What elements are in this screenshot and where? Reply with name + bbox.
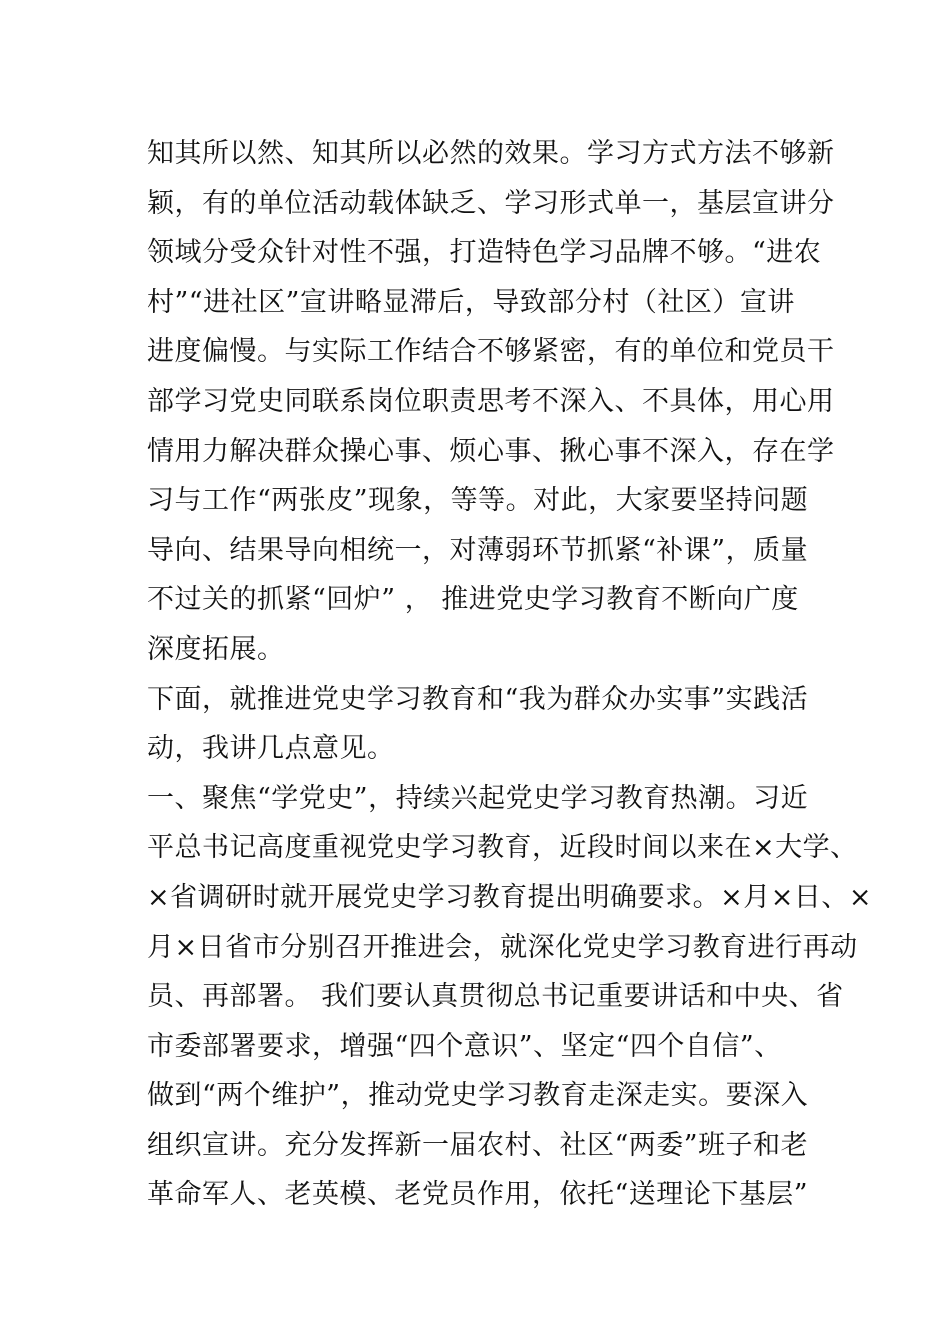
text-line-17: 月×日省市分别召开推进会，就深化党史学习教育进行再动 [147,931,858,963]
text-line-21: 组织宣讲。充分发挥新一届农村、社区“两委”班子和老 [147,1129,809,1161]
text-line-14: 一、聚焦“学党史”，持续兴起党史学习教育热潮。习近 [147,782,809,814]
text-line-8: 习与工作“两张皮”现象，等等。对此，大家要坚持问题 [147,485,809,517]
text-line-3: 领域分受众针对性不强，打造特色学习品牌不够。“进农 [147,237,822,269]
text-line-19: 市委部署要求，增强“四个意识”、坚定“四个自信”、 [147,1030,782,1062]
text-line-2: 颖，有的单位活动载体缺乏、学习形式单一，基层宣讲分 [147,187,835,219]
text-line-6: 部学习党史同联系岗位职责思考不深入、不具体，用心用 [147,385,835,417]
text-line-10: 不过关的抓紧“回炉” ， 推进党史学习教育不断向广度 [147,584,799,616]
text-line-13: 动，我讲几点意见。 [147,733,395,765]
text-line-20: 做到“两个维护”，推动党史学习教育走深走实。要深入 [147,1080,809,1112]
text-line-5: 进度偏慢。与实际工作结合不够紧密，有的单位和党员干 [147,336,835,368]
text-line-22: 革命军人、老英模、老党员作用，依托“送理论下基层” [147,1179,809,1211]
text-line-4: 村”“进社区”宣讲略显滞后，导致部分村（社区）宣讲 [147,286,795,318]
text-line-7: 情用力解决群众操心事、烦心事、揪心事不深入，存在学 [147,435,835,467]
text-line-12: 下面，就推进党史学习教育和“我为群众办实事”实践活 [147,683,809,715]
text-line-15: 平总书记高度重视党史学习教育，近段时间以来在×大学、 [147,832,858,864]
text-line-16: ×省调研时就开展党史学习教育提出明确要求。×月×日、× [147,881,872,913]
text-line-9: 导向、结果导向相统一，对薄弱环节抓紧“补课”，质量 [147,534,809,566]
text-line-18: 员、再部署。 我们要认真贯彻总书记重要讲话和中央、省 [147,981,844,1013]
text-line-1: 知其所以然、知其所以必然的效果。学习方式方法不够新 [147,138,835,169]
text-line-11: 深度拓展。 [147,633,285,665]
document-body [147,129,872,1220]
